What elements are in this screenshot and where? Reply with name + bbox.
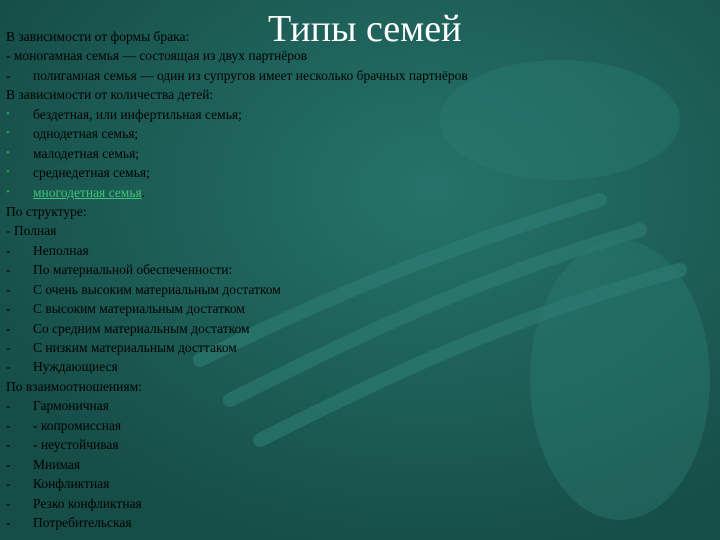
dash-marker: - <box>6 359 11 375</box>
item-text: В зависимости от формы брака: <box>6 29 190 44</box>
slide-body <box>6 27 706 532</box>
list-item <box>6 241 706 260</box>
list-item <box>6 455 706 474</box>
list-item <box>6 416 706 435</box>
list-item <box>6 124 706 143</box>
list-item <box>6 513 706 532</box>
dash-marker: - <box>6 67 11 83</box>
list-item <box>6 299 706 318</box>
item-text <box>33 183 145 202</box>
list-item <box>6 183 706 202</box>
list-item <box>6 202 706 221</box>
item-text: - копромиссная <box>33 417 122 433</box>
item-text: Неполная <box>33 242 89 258</box>
item-text: Гармоничная <box>33 398 109 414</box>
dash-marker: - <box>6 262 11 278</box>
item-text: С очень высоким материальным достатком <box>33 281 281 297</box>
item-text: бездетная, или инфертильная семья; <box>33 106 242 122</box>
item-text: С низким материальным досттаком <box>33 340 237 355</box>
list-item <box>6 377 706 396</box>
item-text: Резко конфликтная <box>33 495 142 511</box>
list-item <box>6 396 706 415</box>
item-text: Мнимая <box>33 456 81 472</box>
bullet-marker: • <box>6 166 10 179</box>
list-item <box>6 319 706 338</box>
link-large-family[interactable]: многодетная семья <box>33 184 142 200</box>
item-text: По материальной обеспеченности: <box>33 262 233 278</box>
dash-marker: - <box>6 495 11 511</box>
item-text: Нуждающиеся <box>33 359 118 375</box>
list-item <box>6 260 706 279</box>
list-item <box>6 46 706 65</box>
item-text: С высоким материальным достатком <box>33 301 245 317</box>
bullet-marker: • <box>6 107 10 120</box>
dash-marker: - <box>6 417 11 433</box>
item-text: Конфликтная <box>33 476 110 492</box>
item-text: Потребительская <box>33 514 132 530</box>
list-item <box>6 435 706 454</box>
list-item <box>6 221 706 240</box>
bullet-marker: • <box>6 127 10 140</box>
item-text: - Полная <box>6 223 57 239</box>
dash-marker: - <box>6 456 11 472</box>
list-item <box>6 494 706 513</box>
list-item <box>6 474 706 493</box>
dash-marker: - <box>6 398 11 414</box>
dash-marker: - <box>6 514 11 530</box>
slide-title: Типы семей <box>268 8 462 50</box>
list-item <box>6 66 706 85</box>
item-text: В зависимости от количества детей: <box>6 87 214 103</box>
dash-marker: - <box>6 340 11 355</box>
list-item <box>6 338 706 357</box>
list-item <box>6 144 706 163</box>
list-item <box>6 163 706 182</box>
item-text: однодетная семья; <box>33 126 139 142</box>
item-text: - неустойчивая <box>33 437 119 453</box>
dash-marker: - <box>6 476 11 492</box>
item-text: среднедетная семья; <box>33 165 150 181</box>
dash-marker: - <box>6 437 11 453</box>
dash-marker: - <box>6 320 11 336</box>
item-text: полигамная семья — один из супругов имеет несколько брачных партнёров <box>33 67 468 83</box>
item-text: Со средним материальным достатком <box>33 320 250 336</box>
dash-marker: - <box>6 281 11 297</box>
dash-marker: - <box>6 242 11 258</box>
list-item <box>6 357 706 376</box>
list-item <box>6 280 706 299</box>
list-item <box>6 105 706 124</box>
item-text: По взаимоотношениям: <box>6 378 142 394</box>
item-text: По структуре: <box>6 203 87 219</box>
item-text: - моногамная семья — состоящая из двух партнёров <box>6 48 308 64</box>
dash-marker: - <box>6 301 11 317</box>
bullet-marker: • <box>6 185 10 198</box>
bullet-marker: • <box>6 146 10 159</box>
list-item <box>6 27 706 46</box>
item-suffix: . <box>141 184 146 200</box>
list-item <box>6 85 706 104</box>
item-text: малодетная семья; <box>33 145 140 161</box>
